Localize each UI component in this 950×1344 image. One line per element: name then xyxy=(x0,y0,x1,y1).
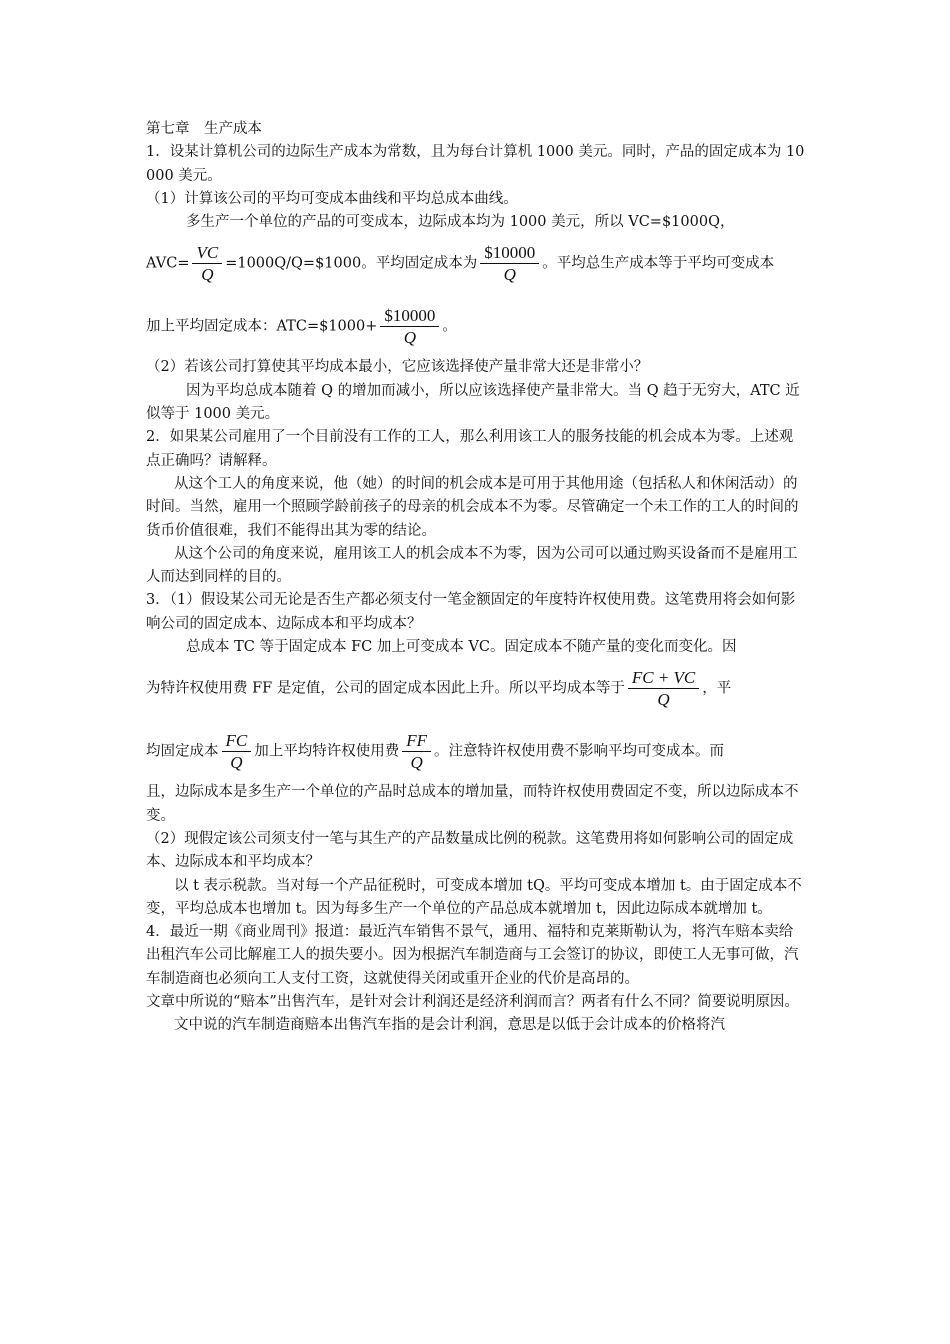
question-1-part-2: （2）若该公司打算使其平均成本最小，它应该选择使产量非常大还是非常小？ xyxy=(146,359,649,376)
answer-3-part-1-rest: 且，边际成本是多生产一个单位的产品时总成本的增加量，而特许权使用费固定不变，所以边际成本不变。 xyxy=(146,784,799,824)
average-cost-prefix: 为特许权使用费 FF 是定值，公司的固定成本因此上升。所以平均成本等于 xyxy=(146,680,625,697)
fixed-cost-suffix: 。注意特许权使用费不影响平均可变成本。而 xyxy=(434,743,725,760)
avc-prefix: AVC= xyxy=(146,255,190,272)
formula-vc-over-q: $\frac{VC}{Q}$ xyxy=(192,242,222,285)
answer-2-paragraph-1: 从这个工人的角度来说，他（她）的时间的机会成本是可用于其他用途（包括私人和休闲活动）的时间。当然，雇用一个照顾学龄前孩子的母亲的机会成本不为零。尽管确定一个未工作的工人的时间的货币价值很难，我们不能得出其为零的结论。 xyxy=(146,475,799,539)
answer-1-part-1-line-1: 多生产一个单位的产品的可变成本，边际成本均为 1000 美元，所以 VC=$1000Q， xyxy=(186,214,735,231)
formula-fc-over-q-2: $\frac{FC}{Q}$ xyxy=(222,730,252,773)
formula-ff-over-q: $\frac{FF}{Q}$ xyxy=(402,730,431,773)
formula-fc-plus-vc-over-q: $\frac{FC + VC}{Q}$ xyxy=(628,667,699,710)
formula-fc-over-q: $\frac{\$10000}{Q}$ xyxy=(480,242,539,285)
answer-3-part-1-line-1: 总成本 TC 等于固定成本 FC 加上可变成本 VC。固定成本不随产量的变化而变化。因 xyxy=(186,639,737,656)
avc-mid: =1000Q/Q=$1000。平均固定成本为 xyxy=(225,255,478,272)
question-3-part-1: 3．（1）假设某公司无论是否生产都必须支付一笔金额固定的年度特许权使用费。这笔费用将会如何影响公司的固定成本、边际成本和平均成本？ xyxy=(146,592,796,632)
atc-suffix: 。 xyxy=(442,318,457,335)
question-4-follow-up: 文章中所说的“赔本”出售汽车，是针对会计利润还是经济利润而言？两者有什么不同？简要说明原因。 xyxy=(146,994,799,1011)
answer-2-paragraph-2: 从这个公司的角度来说，雇用该工人的机会成本不为零，因为公司可以通过购买设备而不是雇用工人而达到同样的目的。 xyxy=(146,545,798,586)
answer-4: 文中说的汽车制造商赔本出售汽车指的是会计利润，意思是以低于会计成本的价格将汽 xyxy=(174,1017,725,1034)
average-cost-suffix: ，平 xyxy=(702,680,732,697)
avc-suffix: 。平均总生产成本等于平均可变成本 xyxy=(542,255,775,272)
chapter-title: 第七章 生产成本 xyxy=(146,121,262,137)
question-1-part-1: （1）计算该公司的平均可变成本曲线和平均总成本曲线。 xyxy=(146,190,518,207)
answer-3-part-2: 以 t 表示税款。当对每一个产品征税时，可变成本增加 tQ。平均可变成本增加 t。由于固定成本不变，平均总成本也增加 t。因为每多生产一个单位的产品总成本就增加 t，因此边际成本就增加 t。 xyxy=(146,877,802,917)
question-4: 4．最近一期《商业周刊》报道：最近汽车销售不景气，通用、福特和克莱斯勒认为，将汽车赔本卖给出租汽车公司比解雇工人的损失要小。因为根据汽车制造商与工会签订的协议，即使工人无事可做，汽车制造商也必须向工人支付工资，这就使得关闭或重开企业的代价是高昂的。 xyxy=(146,924,799,987)
answer-1-avc-line xyxy=(146,242,807,285)
fixed-cost-prefix: 均固定成本 xyxy=(146,743,219,760)
answer-3-fixed-cost-line xyxy=(146,730,807,773)
question-3-part-2: （2）现假定该公司须支付一笔与其生产的产品数量成比例的税款。这笔费用将如何影响公司的固定成本、边际成本和平均成本？ xyxy=(146,830,794,871)
answer-1-atc-line xyxy=(146,305,807,348)
question-1: 1．设某计算机公司的边际生产成本为常数，且为每台计算机 1000 美元。同时，产品的固定成本为 10000 美元。 xyxy=(146,144,805,184)
fixed-cost-mid: 加上平均特许权使用费 xyxy=(254,743,400,760)
formula-atc-fraction: $\frac{\$10000}{Q}$ xyxy=(380,305,439,348)
question-2: 2．如果某公司雇用了一个目前没有工作的工人，那么利用该工人的服务技能的机会成本为零。上述观点正确吗？请解释。 xyxy=(146,429,794,469)
atc-prefix: 加上平均固定成本：ATC=$1000+ xyxy=(146,318,378,335)
answer-3-average-cost-line xyxy=(146,667,807,710)
answer-1-part-2: 因为平均总成本随着 Q 的增加而减小，所以应该选择使产量非常大。当 Q 趋于无穷大，ATC 近似等于 1000 美元。 xyxy=(146,382,800,423)
